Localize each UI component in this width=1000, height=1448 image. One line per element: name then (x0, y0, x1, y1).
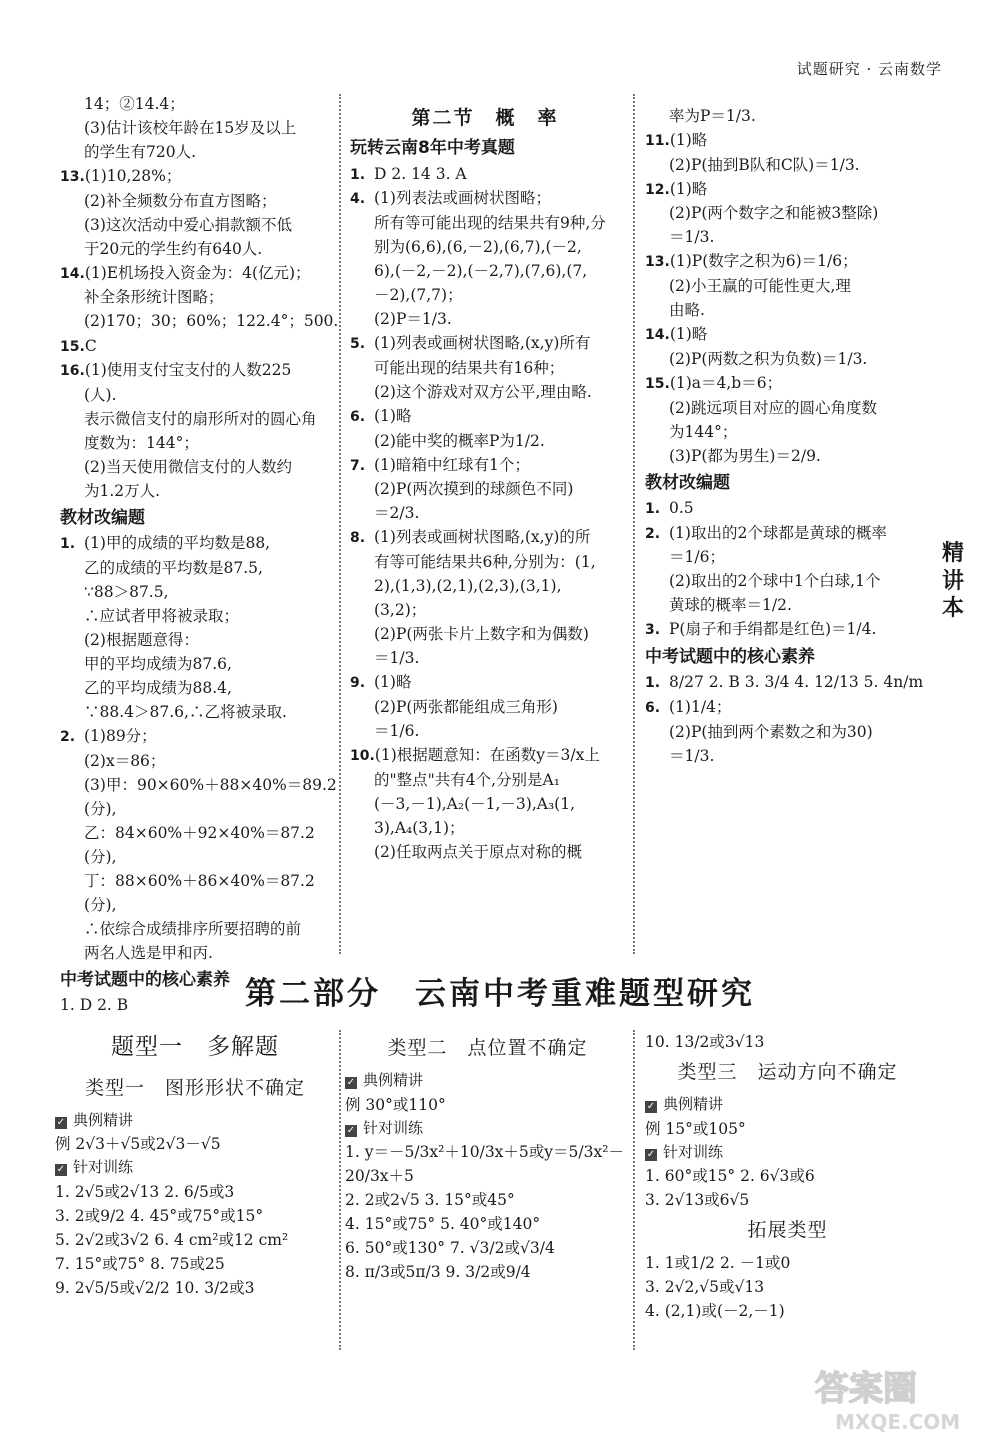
answer-line (645, 201, 930, 225)
answer-line (645, 104, 930, 128)
answer-line (60, 213, 330, 237)
answer-line (645, 177, 930, 202)
answer-text: (1)取出的2个球都是黄球的概率 (669, 523, 887, 542)
answer-text: (1)甲的成绩的平均数是88, (84, 534, 271, 553)
question-number: 2. (645, 525, 661, 542)
answer-text: (1)列表或画树状图略,(x,y)的所 (374, 528, 591, 547)
tag-label: 典例精讲 (663, 1095, 724, 1114)
section-subhead: 玩转云南8年中考真题 (350, 138, 515, 159)
answer-line (645, 444, 930, 468)
type-subtitle: 类型三 运动方向不确定 (677, 1061, 898, 1084)
answer-line (350, 356, 620, 380)
answer-text: 甲的平均成绩为87.6, (84, 655, 232, 674)
answer-line (645, 695, 930, 720)
answer-line: 10. 13/2或3√13 (645, 1033, 765, 1051)
column-divider (633, 1030, 635, 1350)
answer-text: (1)1/4； (669, 698, 732, 717)
answer-line (350, 501, 620, 525)
side-label-char: 精 (941, 541, 964, 566)
answer-line (645, 128, 930, 153)
answer-line (60, 797, 330, 821)
answer-text: 乙的平均成绩为88.4, (84, 679, 232, 698)
tag-practice (55, 1156, 335, 1179)
answer-line (645, 744, 930, 768)
question-number: 14. (645, 327, 670, 344)
answer-line (350, 646, 620, 670)
answer-text: (2)P(两个数字之和能被3整除) (669, 204, 879, 223)
bottom-column-1 (55, 1030, 335, 1300)
answer-text: (2)任取两点关于原点对称的概 (374, 842, 582, 861)
answer-text: (1)使用支付宝支付的人数225 (84, 361, 292, 380)
answer-text: ＝1/3. (669, 746, 715, 765)
answer-text: 乙：84×60%＋92×40%＝87.2 (84, 823, 315, 842)
answer-line (60, 237, 330, 261)
answer-line: 3. 2√2,√5或√13 (645, 1278, 765, 1297)
tag-label: 典例精讲 (363, 1071, 424, 1090)
answer-text: 14；②14.4； (84, 95, 185, 113)
answer-text: (3)估计该校年龄在15岁及以上 (84, 119, 297, 138)
answer-text: 两名人选是甲和丙. (84, 943, 213, 962)
tag-practice (345, 1117, 630, 1140)
answer-text: (2)P(两张卡片上数字和为偶数) (374, 625, 589, 644)
answer-line (645, 569, 930, 593)
answer-line (350, 550, 620, 574)
svg-text:答案圈: 答案圈 (815, 1369, 917, 1409)
question-number: 2. (60, 729, 76, 746)
answer-line (645, 396, 930, 420)
section-subhead: 教材改编题 (60, 507, 145, 528)
answer-text: (1)a＝4,b＝6； (669, 373, 783, 392)
answer-text: 0.5 (669, 498, 694, 517)
answer-line (350, 574, 620, 598)
side-label-char: 讲 (941, 568, 964, 594)
answer-line (60, 431, 330, 455)
answer-text: (1)P(数字之积为6)＝1/6； (669, 252, 858, 271)
answer-line (60, 773, 337, 797)
column-divider (633, 94, 635, 954)
answer-line: 5. 2√2或3√2 6. 4 cm²或12 cm² (55, 1230, 289, 1249)
answer-line (645, 617, 930, 642)
type-subtitle: 类型二 点位置不确定 (387, 1037, 588, 1059)
answer-line (60, 383, 330, 407)
answer-column-1 (60, 92, 339, 1017)
answer-line (60, 869, 330, 893)
question-number: 15. (645, 375, 670, 392)
answer-text: (2)P(两张都能组成三角形) (374, 697, 558, 716)
watermark-logo (805, 1355, 985, 1435)
question-number: 7. (350, 457, 366, 474)
answer-text: (人). (84, 385, 117, 404)
answer-line (645, 249, 930, 274)
answer-line (60, 845, 330, 869)
answer-line (645, 274, 930, 298)
question-number: 15. (60, 338, 85, 355)
answer-line (645, 298, 930, 322)
header-title: 试题研究 · 云南数学 (796, 60, 942, 78)
answer-line (645, 322, 930, 347)
answer-text: ＝1/3. (374, 649, 420, 668)
question-number: 1. (350, 166, 366, 183)
answer-line (645, 153, 930, 177)
answer-text: 3),A₄(3,1)； (374, 818, 465, 837)
answer-text: 所有等可能出现的结果共有9种,分 (374, 214, 606, 233)
answer-line (350, 186, 620, 211)
answer-column-2 (350, 104, 620, 864)
answer-line: 9. 2√5/5或√2/2 10. 3/2或3 (55, 1278, 255, 1297)
answer-text: (3,2)； (374, 601, 427, 620)
answer-text: 表示微信支付的扇形所对的圆心角 (84, 409, 317, 428)
question-number: 6. (645, 700, 661, 717)
section-title: 第二节 概 率 (411, 107, 559, 129)
answer-line: 2. 2或2√5 3. 15°或45° (345, 1190, 515, 1209)
tag-label: 典例精讲 (73, 1111, 134, 1130)
answer-line (350, 477, 620, 501)
answer-line (60, 479, 330, 503)
answer-text: (3)P(都为男生)＝2/9. (669, 446, 821, 465)
answer-text: 6),(－2,－2),(－2,7),(7,6),(7, (374, 262, 588, 281)
bottom-column-3 (645, 1030, 930, 1323)
question-number: 10. (350, 747, 375, 764)
answer-text: (1)89分； (84, 727, 157, 746)
answer-text: 可能出现的结果共有16种； (374, 358, 565, 377)
section-subhead: 中考试题中的核心素养 (60, 969, 230, 990)
answer-line (350, 719, 620, 743)
answer-line (60, 309, 339, 333)
tag-practice (645, 1141, 930, 1164)
answer-line (60, 358, 330, 383)
answer-line (350, 670, 620, 695)
example-line: 例 15°或105° (645, 1119, 746, 1138)
answer-text: (1)略 (374, 673, 412, 692)
answer-text: 有等可能结果共6种,分别为：(1, (374, 553, 596, 572)
answer-text: (2)P(抽到两个素数之和为30) (669, 722, 873, 741)
type-subtitle: 类型一 图形形状不确定 (84, 1076, 305, 1099)
answer-line (60, 628, 330, 652)
answer-text: ∵88＞87.5, (84, 583, 169, 601)
answer-text: (2)170；30；60%；122.4°；500. (84, 312, 339, 331)
answer-text: (2)根据题意得： (84, 631, 199, 650)
part-title: 第二部分 云南中考重难题型研究 (245, 976, 755, 1012)
answer-text: (2)能中奖的概率P为1/2. (374, 431, 545, 450)
answer-text: 的"整点"共有4个,分别是A₁ (374, 770, 560, 789)
answer-line (60, 700, 330, 724)
answer-text: (2)跳远项目对应的圆心角度数 (669, 398, 877, 417)
answer-text: 8/27 2. B 3. 3/4 4. 12/13 5. 4n/m (669, 673, 924, 692)
column-divider (339, 94, 341, 954)
answer-line (60, 334, 330, 359)
answer-text: (3)这次活动中爱心捐款额不低 (84, 215, 292, 234)
answer-line (60, 189, 330, 213)
answer-column-3 (645, 104, 930, 768)
answer-line: 3. 2或9/2 4. 45°或75°或15° (55, 1206, 264, 1225)
answer-line: 1. 2√5或2√13 2. 6/5或3 (55, 1182, 235, 1201)
answer-line (645, 670, 930, 695)
answer-text: (2)当天使用微信支付的人数约 (84, 457, 292, 476)
answer-line (60, 285, 330, 309)
answer-line (645, 225, 930, 249)
question-number: 11. (645, 133, 670, 150)
answer-line (60, 164, 330, 189)
question-number: 4. (350, 191, 366, 208)
answer-text: ＝1/6； (669, 548, 725, 567)
answer-line (350, 211, 620, 235)
answer-text: (1)略 (669, 131, 708, 150)
answer-text: (1)10,28%； (84, 167, 182, 186)
answer-text: －2),(7,7)； (374, 286, 463, 305)
answer-line (60, 724, 330, 749)
answer-line (350, 743, 620, 768)
answer-text: (2)P(两次摸到的球颜色不同) (374, 480, 574, 499)
question-number: 1. (60, 536, 76, 553)
section-subhead: 中考试题中的核心素养 (645, 647, 815, 668)
answer-line (60, 652, 330, 676)
question-number: 13. (645, 254, 670, 271)
answer-line: 1. D 2. B (60, 996, 129, 1015)
answer-text: 的学生有720人. (84, 143, 197, 162)
answer-line (350, 622, 620, 646)
answer-line (350, 525, 620, 550)
answer-line (350, 380, 620, 404)
answer-line: 7. 15°或75° 8. 75或25 (55, 1254, 225, 1273)
example-line: 例 30°或110° (345, 1095, 446, 1114)
answer-line (60, 917, 330, 941)
answer-line: 1. 1或1/2 2. －1或0 (645, 1254, 791, 1273)
answer-text: ∴依综合成绩排序所要招聘的前 (84, 919, 302, 938)
tag-label: 针对训练 (363, 1118, 424, 1137)
answer-line (60, 455, 330, 479)
answer-line (350, 404, 620, 429)
answer-text: 乙的成绩的平均数是87.5, (84, 558, 263, 577)
answer-text: C (84, 336, 97, 355)
answer-text: (1)略 (374, 406, 412, 425)
answer-text: (1)略 (669, 179, 708, 198)
answer-line: 8. π/3或5π/3 9. 3/2或9/4 (345, 1263, 531, 1282)
answer-text: (2)小王赢的可能性更大,理 (669, 277, 851, 296)
answer-text: (分), (84, 847, 117, 866)
tag-example (345, 1069, 630, 1092)
answer-line (60, 941, 330, 965)
answer-line (60, 676, 330, 700)
answer-text: (2)取出的2个球中1个白球,1个 (669, 572, 881, 591)
check-icon: ✓ (346, 1124, 356, 1136)
answer-text: (2)P＝1/3. (374, 310, 452, 329)
answer-line: 1. 60°或15° 2. 6√3或6 (645, 1166, 815, 1185)
answer-line: 3. 2√13或6√5 (645, 1190, 750, 1209)
answer-line: 4. 15°或75° 5. 40°或140° (345, 1215, 541, 1233)
answer-line (350, 235, 620, 259)
question-number: 1. (645, 675, 661, 692)
tag-example (645, 1093, 930, 1116)
answer-text: (分), (84, 799, 117, 818)
question-number: 14. (60, 265, 85, 282)
answer-text: ＝1/6. (374, 721, 420, 740)
tag-example (55, 1109, 335, 1132)
answer-text: D 2. 14 3. A (374, 164, 467, 183)
answer-text: (3)甲：90×60%＋88×40%＝89.2 (84, 775, 337, 794)
answer-text: 为1.2万人. (84, 481, 161, 500)
question-number: 12. (645, 181, 670, 198)
answer-line: 4. (2,1)或(－2,－1) (645, 1302, 785, 1321)
answer-text: 于20元的学生约有640人. (84, 239, 263, 258)
answer-line: 6. 50°或130° 7. √3/2或√3/4 (345, 1239, 555, 1258)
question-number: 5. (350, 336, 366, 353)
answer-line (60, 140, 330, 164)
answer-line: 1. y＝－5/3x²＋10/3x＋5或y＝5/3x²－ (345, 1142, 624, 1161)
check-icon: ✓ (56, 1117, 66, 1129)
answer-text: ∵88.4＞87.6,∴乙将被录取. (84, 703, 287, 722)
answer-text: P(扇子和手绢都是红色)＝1/4. (669, 620, 877, 639)
answer-text: (分), (84, 895, 117, 914)
answer-text: (1)列表或画树状图略,(x,y)所有 (374, 334, 591, 353)
side-label (940, 540, 966, 623)
answer-line (60, 604, 330, 628)
answer-line (350, 429, 620, 453)
answer-text: (2)这个游戏对双方公平,理由略. (374, 382, 592, 401)
column-divider (339, 1030, 341, 1350)
answer-line (645, 720, 930, 744)
answer-line (350, 792, 620, 816)
question-number: 3. (645, 622, 661, 639)
answer-line (645, 593, 930, 617)
answer-text: 2),(1,3),(2,1),(2,3),(3,1), (374, 577, 562, 596)
tag-label: 针对训练 (73, 1158, 134, 1177)
answer-line (645, 371, 930, 396)
type-title: 题型一 多解题 (111, 1034, 279, 1060)
answer-line (350, 453, 620, 478)
example-line: 例 2√3＋√5或2√3－√5 (55, 1135, 221, 1154)
answer-text: (1)暗箱中红球有1个； (374, 455, 530, 474)
answer-text: (1)略 (669, 325, 708, 344)
type-subtitle: 拓展类型 (747, 1219, 828, 1241)
answer-text: (1)列表法或画树状图略； (374, 189, 551, 208)
answer-text: (2)x＝86； (84, 751, 166, 770)
question-number: 1. (645, 500, 661, 517)
answer-line (645, 347, 930, 371)
check-icon: ✓ (646, 1148, 656, 1160)
answer-text: 丁：88×60%＋86×40%＝87.2 (84, 871, 315, 890)
answer-text: (2)P(抽到B队和C队)＝1/3. (669, 155, 860, 174)
answer-line (645, 521, 930, 546)
check-icon: ✓ (346, 1077, 356, 1089)
answer-line (60, 580, 330, 604)
answer-text: 黄球的概率＝1/2. (669, 596, 792, 615)
answer-text: (1)根据题意知：在函数y＝3/x上 (374, 745, 600, 764)
answer-line (60, 893, 330, 917)
answer-line (60, 92, 330, 116)
answer-line (60, 407, 330, 431)
answer-text: ＝1/3. (669, 228, 715, 247)
check-icon: ✓ (646, 1101, 656, 1113)
answer-line (350, 162, 620, 187)
question-number: 8. (350, 530, 366, 547)
answer-line (645, 496, 930, 521)
answer-line (350, 307, 620, 331)
answer-text: (－3,－1),A₂(－1,－3),A₃(1, (374, 794, 575, 813)
answer-line (60, 261, 330, 286)
answer-line (60, 821, 330, 845)
answer-text: 补全条形统计图略； (84, 288, 224, 307)
answer-line (350, 816, 620, 840)
section-subhead: 教材改编题 (645, 472, 730, 493)
answer-line (350, 840, 620, 864)
tag-label: 针对训练 (663, 1142, 724, 1161)
answer-line: 20/3x＋5 (345, 1166, 414, 1185)
answer-text: 度数为：144°； (84, 433, 199, 452)
side-label-char: 本 (941, 596, 964, 621)
question-number: 13. (60, 169, 85, 186)
answer-line (350, 768, 620, 792)
answer-line (350, 283, 620, 307)
answer-line (60, 556, 330, 580)
question-number: 9. (350, 675, 366, 692)
answer-text: (2)补全频数分布直方图略； (84, 191, 277, 210)
answer-text: 别为(6,6),(6,－2),(6,7),(－2, (374, 238, 582, 257)
answer-text: 为144°； (669, 422, 738, 441)
svg-text:MXQE.COM: MXQE.COM (835, 1410, 961, 1434)
answer-line (60, 116, 330, 140)
answer-line (645, 420, 930, 444)
answer-line (60, 749, 330, 773)
answer-line (645, 545, 930, 569)
answer-text: (2)P(两数之积为负数)＝1/3. (669, 349, 868, 368)
question-number: 6. (350, 408, 366, 425)
answer-line (350, 598, 620, 622)
answer-text: (1)E机场投入资金为：4(亿元)； (84, 263, 311, 282)
answer-line (350, 331, 620, 356)
answer-line (60, 531, 330, 556)
answer-text: 率为P＝1/3. (669, 107, 756, 125)
answer-line (350, 695, 620, 719)
question-number: 16. (60, 363, 85, 380)
answer-line (350, 259, 620, 283)
answer-text: ∴应试者甲将被录取； (84, 607, 240, 626)
bottom-column-2 (345, 1030, 630, 1284)
check-icon: ✓ (56, 1164, 66, 1176)
answer-text: ＝2/3. (374, 504, 420, 523)
answer-text: 由略. (669, 301, 705, 320)
